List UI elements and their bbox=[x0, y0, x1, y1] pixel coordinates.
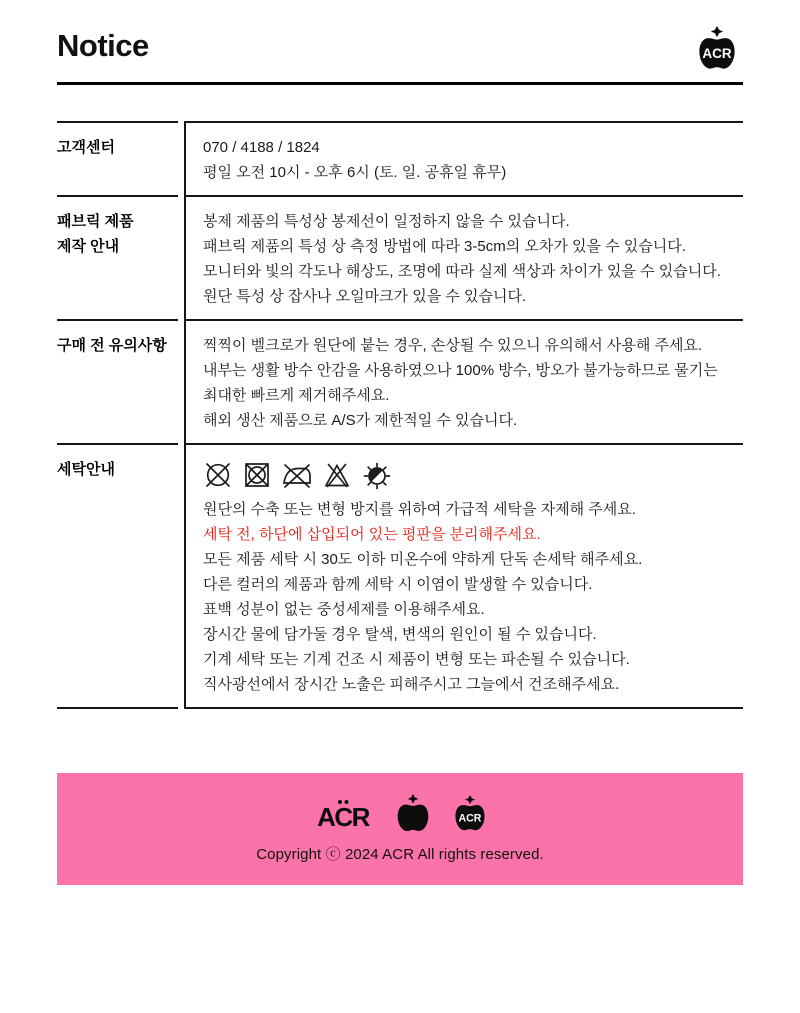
footer-banner bbox=[57, 773, 743, 885]
content-line: 모니터와 빛의 각도나 해상도, 조명에 따라 실제 색상과 차이가 있을 수 있습니다. bbox=[203, 263, 721, 280]
page-header bbox=[57, 0, 743, 72]
row-content bbox=[184, 121, 743, 195]
content-line: 봉제 제품의 특성상 봉제선이 일정하지 않을 수 있습니다. bbox=[203, 213, 570, 230]
notice-table bbox=[57, 121, 743, 709]
apple-logo bbox=[391, 794, 435, 834]
content-line: 직사광선에서 장시간 노출은 피해주시고 그늘에서 건조해주세요. bbox=[203, 676, 620, 693]
content-line: 해외 생산 제품으로 A/S가 제한적일 수 있습니다. bbox=[203, 412, 518, 429]
content-line: 모든 제품 세탁 시 30도 이하 미온수에 약하게 단독 손세탁 해주세요. bbox=[203, 551, 643, 568]
do-not-dry-clean-icon bbox=[203, 460, 233, 490]
acr-apple-emblem-logo bbox=[450, 795, 490, 833]
content-line: 세탁 전, 하단에 삽입되어 있는 평판을 분리해주세요. bbox=[203, 526, 541, 543]
content-line: 찍찍이 벨크로가 원단에 붙는 경우, 손상될 수 있으니 유의해서 사용해 주세요. bbox=[203, 337, 703, 354]
row-label: 고객센터 bbox=[57, 121, 178, 195]
laundry-care-icons bbox=[203, 460, 743, 490]
acr-wordmark-logo bbox=[310, 797, 376, 831]
copyright-text: Copyright ⓒ 2024 ACR All rights reserved. bbox=[256, 846, 544, 863]
content-line: 장시간 물에 담가둘 경우 탈색, 변색의 원인이 될 수 있습니다. bbox=[203, 626, 597, 643]
row-label: 구매 전 유의사항 bbox=[57, 319, 178, 443]
do-not-tumble-dry-icon bbox=[242, 460, 272, 490]
content-line: 다른 컬러의 제품과 함께 세탁 시 이염이 발생할 수 있습니다. bbox=[203, 576, 593, 593]
content-line: 원단 특성 상 잡사나 오일마크가 있을 수 있습니다. bbox=[203, 288, 527, 305]
content-line: 최대한 빠르게 제거해주세요. bbox=[203, 387, 390, 404]
svg-text:ACR: ACR bbox=[702, 45, 732, 61]
svg-text:ACR: ACR bbox=[458, 812, 482, 825]
do-not-bleach-icon bbox=[322, 460, 352, 490]
content-line: 표백 성분이 없는 중성세제를 이용해주세요. bbox=[203, 601, 485, 618]
table-row bbox=[57, 121, 743, 195]
row-label: 세탁안내 bbox=[57, 443, 178, 709]
content-line: 원단의 수축 또는 변형 방지를 위하여 가급적 세탁을 자제해 주세요. bbox=[203, 501, 636, 518]
header-divider bbox=[57, 82, 743, 85]
acr-apple-emblem-icon bbox=[691, 26, 743, 72]
row-content bbox=[184, 319, 743, 443]
do-not-iron-icon bbox=[281, 460, 313, 490]
content-line: 기계 세탁 또는 기계 건조 시 제품이 변형 또는 파손될 수 있습니다. bbox=[203, 651, 630, 668]
content-line: 070 / 4188 / 1824 bbox=[203, 139, 320, 156]
table-row bbox=[57, 443, 743, 709]
content-line: 패브릭 제품의 특성 상 측정 방법에 따라 3-5cm의 오차가 있을 수 있습니다. bbox=[203, 238, 686, 255]
page-title: Notice bbox=[57, 28, 149, 63]
content-line: 평일 오전 10시 - 오후 6시 (토. 일. 공휴일 휴무) bbox=[203, 164, 507, 181]
row-label: 패브릭 제품 제작 안내 bbox=[57, 195, 178, 319]
dry-in-shade-icon bbox=[361, 460, 393, 490]
row-content bbox=[184, 443, 743, 709]
content-line: 내부는 생활 방수 안감을 사용하였으나 100% 방수, 방오가 불가능하므로 물기는 bbox=[203, 362, 718, 379]
table-row bbox=[57, 195, 743, 319]
svg-text:ACR: ACR bbox=[317, 802, 369, 831]
row-content bbox=[184, 195, 743, 319]
table-row bbox=[57, 319, 743, 443]
footer-logos bbox=[310, 794, 490, 834]
